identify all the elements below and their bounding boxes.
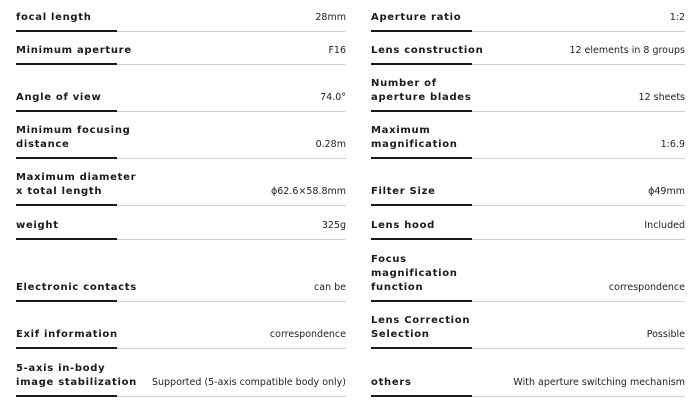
- spec-label: weight: [16, 220, 59, 231]
- spec-row-minimum-focusing-distance: [16, 112, 346, 159]
- spec-row-minimum-aperture: [16, 32, 346, 65]
- spec-row-maximum-diameter: [16, 159, 346, 206]
- spec-value: 74.0°: [320, 92, 346, 103]
- spec-row-maximum-magnification: [371, 112, 685, 159]
- spec-label: 5-axis in-body image stabilization: [16, 363, 138, 388]
- spec-row-exif-information: [16, 302, 346, 349]
- spec-value: F16: [328, 45, 346, 56]
- spec-value: 1:6.9: [660, 139, 685, 150]
- spec-row-angle-of-view: [16, 65, 346, 112]
- spec-row-image-stabilization: [16, 349, 346, 397]
- spec-row-lens-construction: [371, 32, 685, 65]
- spec-label: Maximum magnification: [371, 125, 458, 150]
- spec-label: Maximum diameter x total length: [16, 172, 137, 197]
- spec-row-focus-magnification: [371, 240, 685, 302]
- spec-label: Focus magnification function: [371, 254, 458, 293]
- spec-value: 12 sheets: [638, 92, 685, 103]
- spec-value: 0.28m: [315, 139, 346, 150]
- spec-label: Angle of view: [16, 92, 102, 103]
- spec-row-electronic-contacts: [16, 240, 346, 302]
- spec-label: Minimum focusing distance: [16, 125, 131, 150]
- spec-row-others: [371, 349, 685, 397]
- spec-value: correspondence: [269, 329, 346, 340]
- spec-row-filter-size: [371, 159, 685, 206]
- spec-label: Lens Correction Selection: [371, 315, 471, 340]
- spec-value: ϕ62.6×58.8mm: [270, 186, 346, 197]
- spec-label: others: [371, 377, 412, 388]
- spec-value: ϕ49mm: [648, 186, 685, 197]
- spec-value: Supported (5-axis compatible body only): [151, 377, 346, 388]
- spec-label: Aperture ratio: [371, 12, 462, 23]
- spec-row-aperture-ratio: [371, 0, 685, 32]
- spec-row-weight: [16, 206, 346, 240]
- spec-value: Included: [644, 220, 685, 231]
- spec-row-lens-hood: [371, 206, 685, 240]
- spec-value: 12 elements in 8 groups: [569, 45, 685, 56]
- spec-label: Filter Size: [371, 186, 436, 197]
- spec-value: 325g: [321, 220, 346, 231]
- spec-label: Exif information: [16, 329, 118, 340]
- spec-label: Electronic contacts: [16, 282, 137, 293]
- spec-row-lens-correction: [371, 302, 685, 349]
- spec-label: Number of aperture blades: [371, 78, 472, 103]
- spec-label: Lens construction: [371, 45, 484, 56]
- spec-value: 1:2: [669, 12, 685, 23]
- spec-row-focal-length: [16, 0, 346, 32]
- spec-row-aperture-blades: [371, 65, 685, 112]
- spec-value: correspondence: [608, 282, 685, 293]
- spec-value: With aperture switching mechanism: [513, 377, 685, 388]
- spec-label: focal length: [16, 12, 92, 23]
- spec-value: can be: [314, 282, 346, 293]
- spec-label: Lens hood: [371, 220, 436, 231]
- spec-value: Possible: [646, 329, 685, 340]
- spec-label: Minimum aperture: [16, 45, 132, 56]
- spec-value: 28mm: [315, 12, 346, 23]
